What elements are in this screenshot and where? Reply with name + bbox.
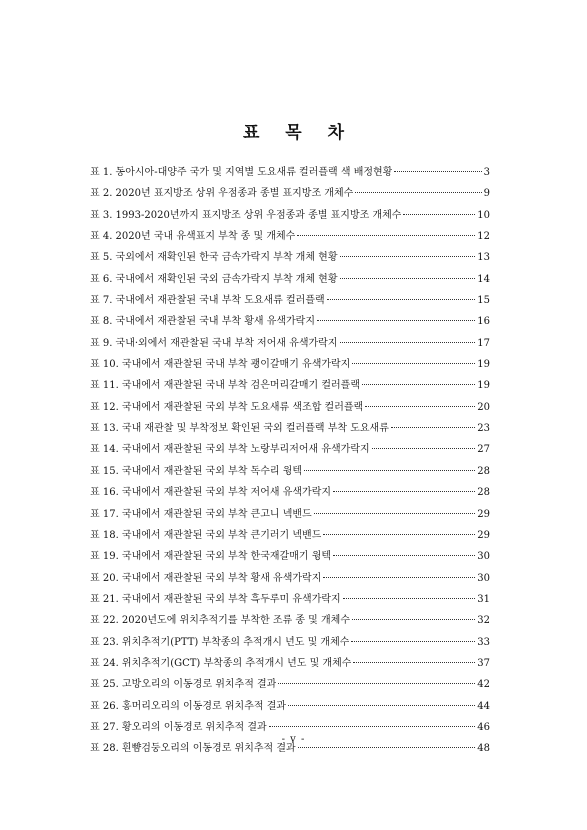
toc-entry-label: 표 4. 2020년 국내 유색표지 부착 종 및 개체수 [90,231,296,243]
toc-entry-label: 표 16. 국내에서 재관찰된 국외 부착 저어새 유색가락지 [90,487,332,499]
toc-entry-label: 표 11. 국내에서 재관찰된 국내 부착 검은머리갈매기 컬러플랙 [90,380,360,392]
toc-entry-page: 23 [477,423,490,435]
toc-entry-label: 표 25. 고방오리의 이동경로 위치추적 결과 [90,679,277,691]
toc-entry-page: 29 [477,508,490,520]
toc-entry-page: 46 [477,721,490,733]
toc-entry-label: 표 22. 2020년도에 위치추적기를 부착한 조류 종 및 개체수 [90,615,350,627]
toc-entry-label: 표 10. 국내에서 재관찰된 국내 부착 괭이갈매기 유색가락지 [90,359,351,371]
dot-leader [340,342,476,343]
toc-entry-page: 15 [477,295,490,307]
toc-entry[interactable] [90,290,490,311]
toc-entry[interactable] [90,546,490,567]
toc-entry[interactable] [90,162,490,183]
toc-entry[interactable] [90,589,490,610]
dot-leader [288,705,475,706]
toc-entry[interactable] [90,226,490,247]
dot-leader [355,192,481,193]
dot-leader [365,406,475,407]
page-title: 표 목 차 [242,123,355,143]
toc-entry-page: 33 [477,636,490,648]
toc-entry-label: 표 5. 국외에서 재확인된 한국 금속가락지 부착 개체 현황 [90,252,338,264]
toc-entry[interactable] [90,439,490,460]
toc-entry-label: 표 13. 국내 재관찰 및 부착정보 확인된 국외 컬러플랙 부착 도요새류 [90,423,389,435]
toc-entry[interactable] [90,610,490,631]
toc-entry[interactable] [90,375,490,396]
dot-leader [340,256,476,257]
toc-entry-page: 3 [483,167,490,178]
toc-entry-page: 31 [477,593,490,605]
toc-entry-page: 13 [477,252,490,264]
dot-leader [403,214,475,215]
toc-entry-page: 14 [477,273,490,285]
dot-leader [352,363,475,364]
dot-leader [327,299,476,300]
page-number: - v - [281,734,306,745]
toc-entry-page: 20 [477,401,490,413]
dot-leader [278,683,475,684]
toc-entry[interactable] [90,183,490,204]
toc-entry-label: 표 9. 국내·외에서 재관찰된 국내 부착 저어새 유색가락지 [90,337,338,349]
toc-entry-label: 표 15. 국내에서 재관찰된 국외 부착 독수리 윙텍 [90,465,303,477]
toc-entry-label: 표 3. 1993-2020년까지 표지방조 상위 우점종과 종별 표지방조 개체수 [90,209,402,221]
toc-entry-page: 17 [477,337,490,349]
toc-entry[interactable] [90,653,490,674]
toc-entry-page: 28 [477,487,490,499]
dot-leader [317,320,475,321]
dot-leader [323,577,475,578]
dot-leader [269,726,476,727]
toc-entry-label: 표 23. 위치추적기(PTT) 부착종의 추적개시 년도 및 개체수 [90,636,350,648]
toc-entry-label: 표 21. 국내에서 재관찰된 국외 부착 흑두루미 유색가락지 [90,593,341,605]
dot-leader [394,171,481,172]
toc-entry[interactable] [90,418,490,439]
toc-entry-page: 9 [483,188,490,200]
dot-leader [391,427,475,428]
dot-leader [304,470,475,471]
toc-entry-page: 30 [477,551,490,563]
dot-leader [298,747,476,748]
toc-entry[interactable] [90,568,490,589]
toc-entry-label: 표 28. 흰뺨검둥오리의 이동경로 위치추적 결과 [90,743,296,755]
toc-entry-label: 표 1. 동아시아-대양주 국가 및 지역별 도요새류 컬러플랙 색 배정현황 [90,167,393,178]
toc-entry-page: 27 [477,444,490,456]
toc-entry[interactable] [90,247,490,268]
toc-entry-page: 48 [477,743,490,755]
toc-entry-label: 표 17. 국내에서 재관찰된 국외 부착 큰고니 넥밴드 [90,508,312,520]
toc-entry-page: 32 [477,615,490,627]
dot-leader [352,619,475,620]
toc-entry-page: 30 [477,572,490,584]
toc-entry-label: 표 2. 2020년 표지방조 상위 우점종과 종별 표지방조 개체수 [90,188,354,200]
dot-leader [351,641,475,642]
toc-entry-page: 10 [477,209,490,221]
toc-entry-label: 표 8. 국내에서 재관찰된 국내 부착 황새 유색가락지 [90,316,315,328]
dot-leader [372,448,476,449]
toc-entry-page: 19 [477,359,490,371]
dot-leader [323,534,475,535]
toc-entry-page: 42 [477,679,490,691]
toc-entry[interactable] [90,311,490,332]
toc-entry-page: 44 [477,700,490,712]
table-of-contents [90,162,490,760]
dot-leader [353,662,475,663]
toc-entry-label: 표 27. 황오리의 이동경로 위치추적 결과 [90,721,267,733]
toc-entry-page: 28 [477,465,490,477]
dot-leader [362,384,475,385]
toc-entry[interactable] [90,354,490,375]
toc-entry-label: 표 26. 홍머리오리의 이동경로 위치추적 결과 [90,700,287,712]
dot-leader [340,278,476,279]
toc-entry-label: 표 14. 국내에서 재관찰된 국외 부착 노랑부리저어새 유색가락지 [90,444,370,456]
toc-entry-label: 표 20. 국내에서 재관찰된 국외 부착 황새 유색가락지 [90,572,322,584]
toc-entry-label: 표 19. 국내에서 재관찰된 국외 부착 한국재갈매기 윙텍 [90,551,332,563]
toc-entry-label: 표 6. 국내에서 재확인된 국외 금속가락지 부착 개체 현황 [90,273,338,285]
toc-entry[interactable] [90,674,490,695]
toc-entry-page: 12 [477,231,490,243]
toc-entry-label: 표 12. 국내에서 재관찰된 국외 부착 도요새류 색조합 컬러플랙 [90,401,364,413]
dot-leader [333,555,475,556]
toc-entry[interactable] [90,482,490,503]
toc-entry-page: 19 [477,380,490,392]
toc-entry[interactable] [90,504,490,525]
dot-leader [333,491,475,492]
dot-leader [314,513,476,514]
toc-entry-page: 16 [477,316,490,328]
toc-entry[interactable] [90,696,490,717]
toc-entry[interactable] [90,525,490,546]
toc-entry-label: 표 24. 위치추적기(GCT) 부착종의 추적개시 년도 및 개체수 [90,657,352,669]
toc-entry[interactable] [90,269,490,290]
toc-entry[interactable] [90,397,490,418]
toc-entry[interactable] [90,333,490,354]
toc-entry-label: 표 7. 국내에서 재관찰된 국내 부착 도요새류 컬러플랙 [90,295,325,307]
dot-leader [297,235,475,236]
toc-entry-page: 29 [477,529,490,541]
toc-entry-page: 37 [477,657,490,669]
dot-leader [343,598,476,599]
toc-entry[interactable] [90,461,490,482]
toc-entry-label: 표 18. 국내에서 재관찰된 국외 부착 큰기러기 넥밴드 [90,529,322,541]
toc-entry[interactable] [90,632,490,653]
toc-entry[interactable] [90,205,490,226]
